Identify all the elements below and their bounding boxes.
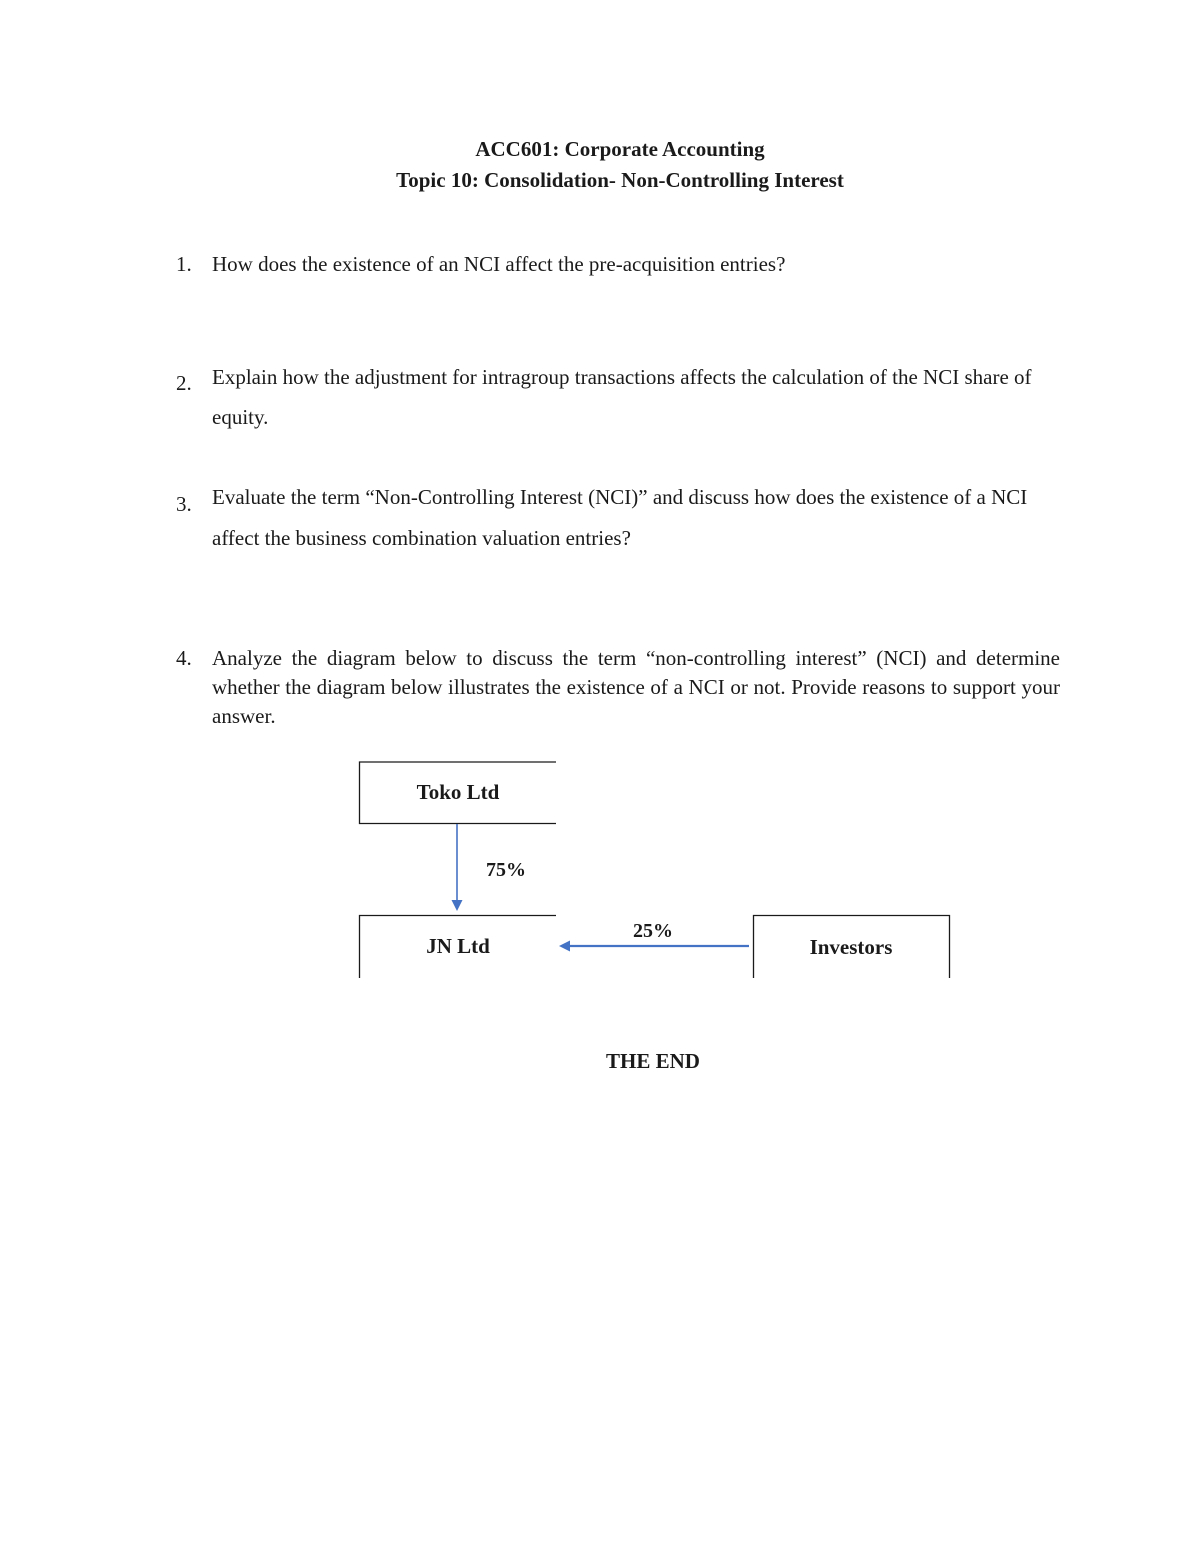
investors-share-label: 25%	[633, 920, 673, 942]
parent-arrow-head	[452, 900, 463, 911]
question-number: 2.	[176, 371, 192, 395]
question-number: 3.	[176, 492, 192, 516]
end-marker: THE END	[606, 1049, 700, 1073]
question-text: How does the existence of an NCI affect the pre-acquisition entries?	[212, 252, 786, 276]
parent-share-label: 75%	[486, 859, 526, 881]
investors-label: Investors	[809, 935, 893, 959]
subsidiary-label: JN Ltd	[426, 934, 490, 958]
question-number: 1.	[176, 252, 192, 276]
document-subtitle: Topic 10: Consolidation- Non-Controlling Interest	[396, 168, 844, 192]
question-number: 4.	[176, 646, 192, 670]
question-text: Analyze the diagram below to discuss the term “non-controlling interest” (NCI) and determine whether the diagram below illustrates the existence of a NCI or not. Provide reasons to support your answer.	[212, 646, 1060, 728]
document-title: ACC601: Corporate Accounting	[475, 137, 765, 161]
parent-company-label: Toko Ltd	[416, 780, 500, 804]
question-text: Evaluate the term “Non-Controlling Interest (NCI)” and discuss how does the existence of a NCI affect the business combination valuation entries?	[212, 485, 1028, 550]
question-text: Explain how the adjustment for intragroup transactions affects the calculation of the NCI share of equity.	[212, 365, 1032, 429]
investors-arrow-head	[559, 941, 570, 952]
